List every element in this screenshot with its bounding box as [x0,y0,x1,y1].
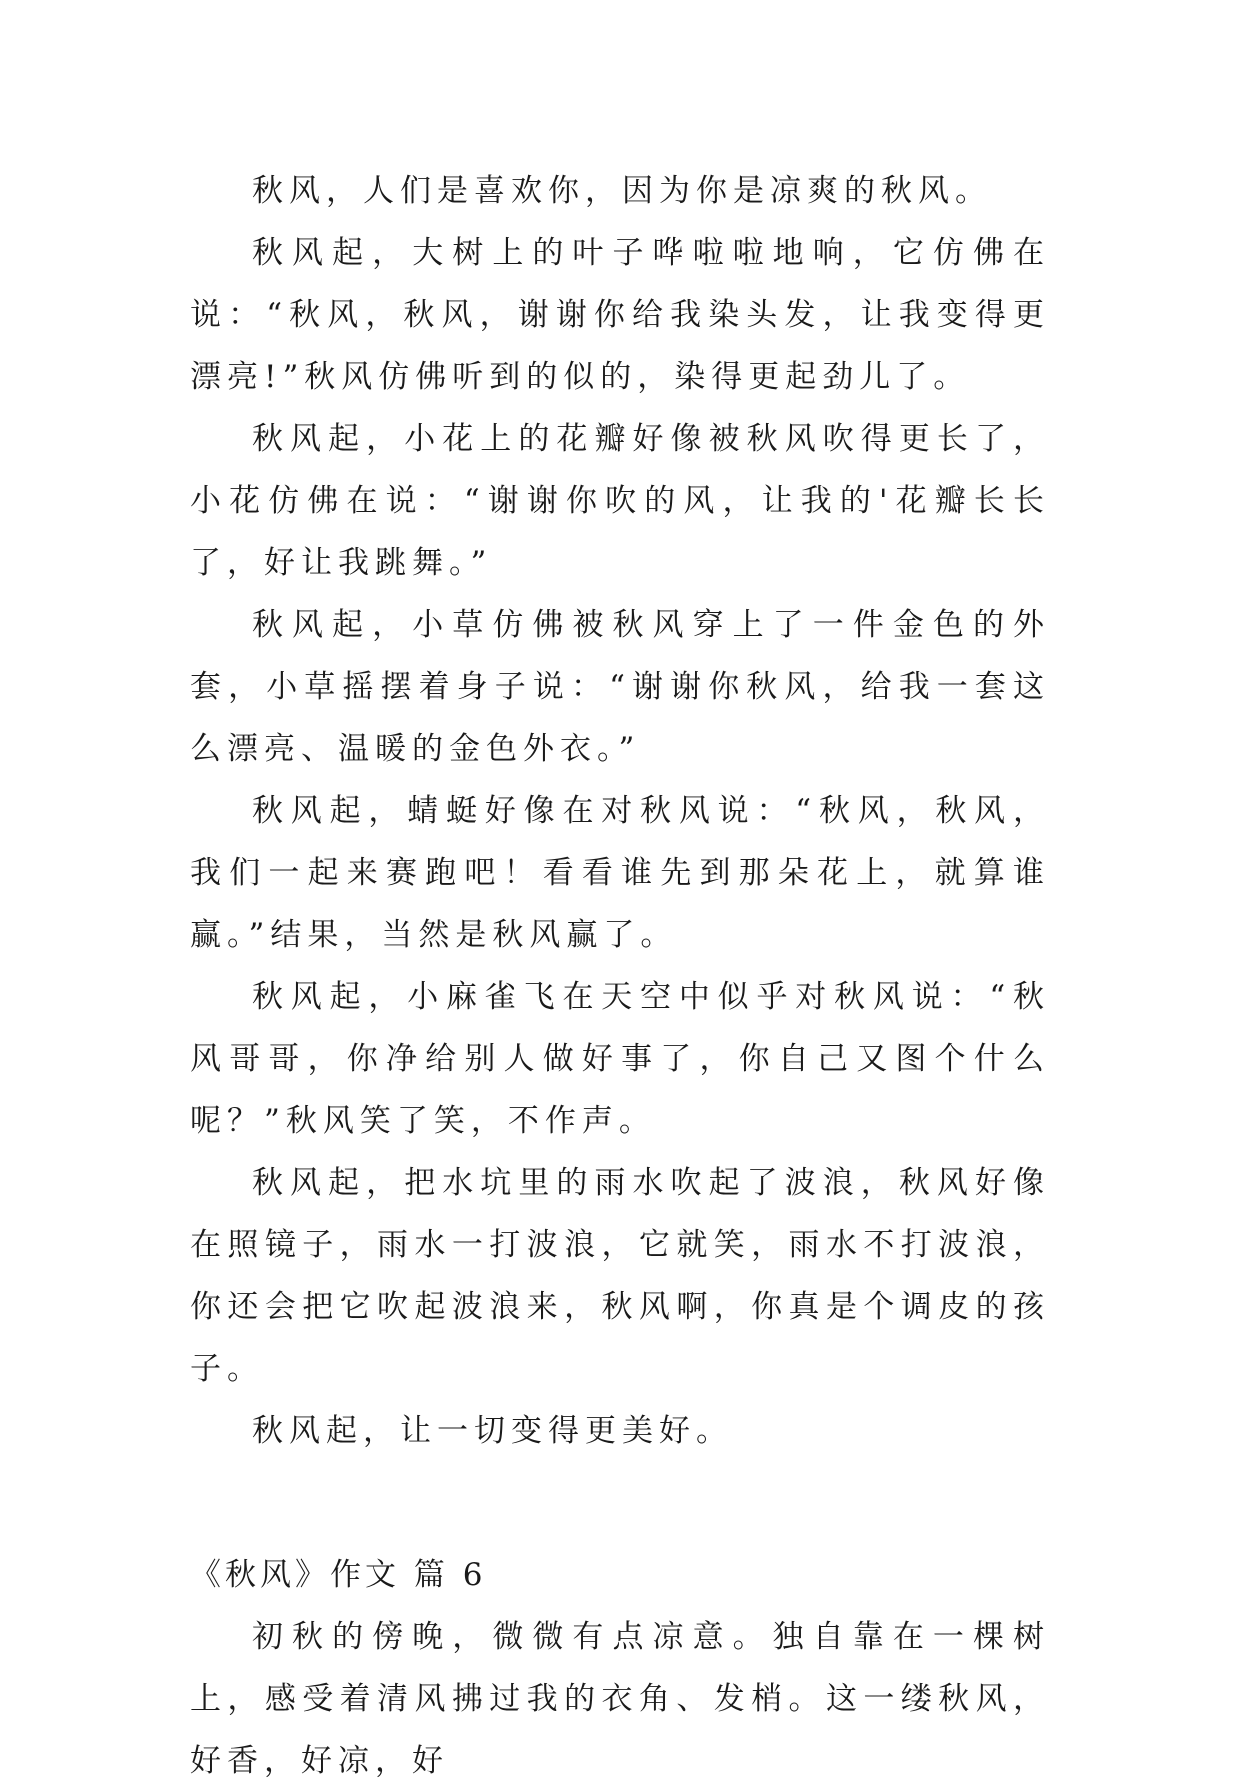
paragraph: 秋风，人们是喜欢你，因为你是凉爽的秋风。 [252,173,992,209]
paragraph: 秋风起，小草仿佛被秋风穿上了一件金色的外套，小草摇摆着身子说：“谢谢你秋风，给我一套这么漂亮、温暖的金色外衣。” [190,607,1050,767]
paragraph: 秋风起，小麻雀飞在天空中似乎对秋风说：“秋风哥哥，你净给别人做好事了，你自己又图个什么呢？”秋风笑了笑，不作声。 [190,979,1050,1139]
document-body [190,160,1050,1792]
paragraph: 秋风起，让一切变得更美好。 [252,1413,733,1449]
paragraph: 秋风起，小花上的花瓣好像被秋风吹得更长了，小花仿佛在说：“谢谢你吹的风，让我的'花瓣长长了，好让我跳舞。” [190,421,1050,581]
paragraph: 初秋的傍晚，微微有点凉意。独自靠在一棵树上，感受着清风拂过我的衣角、发梢。这一缕秋风，好香，好凉，好 [190,1619,1050,1779]
section-title: 《秋风》作文 篇 6 [190,1557,487,1593]
paragraph: 秋风起，大树上的叶子哗啦啦地响，它仿佛在说：“秋风，秋风，谢谢你给我染头发，让我变得更漂亮!”秋风仿佛听到的似的，染得更起劲儿了。 [190,235,1050,395]
paragraph: 秋风起，把水坑里的雨水吹起了波浪，秋风好像在照镜子，雨水一打波浪，它就笑，雨水不打波浪，你还会把它吹起波浪来，秋风啊，你真是个调皮的孩子。 [190,1165,1050,1387]
paragraph: 秋风起，蜻蜓好像在对秋风说：“秋风，秋风，我们一起来赛跑吧！看看谁先到那朵花上，就算谁赢。”结果，当然是秋风赢了。 [190,793,1050,953]
